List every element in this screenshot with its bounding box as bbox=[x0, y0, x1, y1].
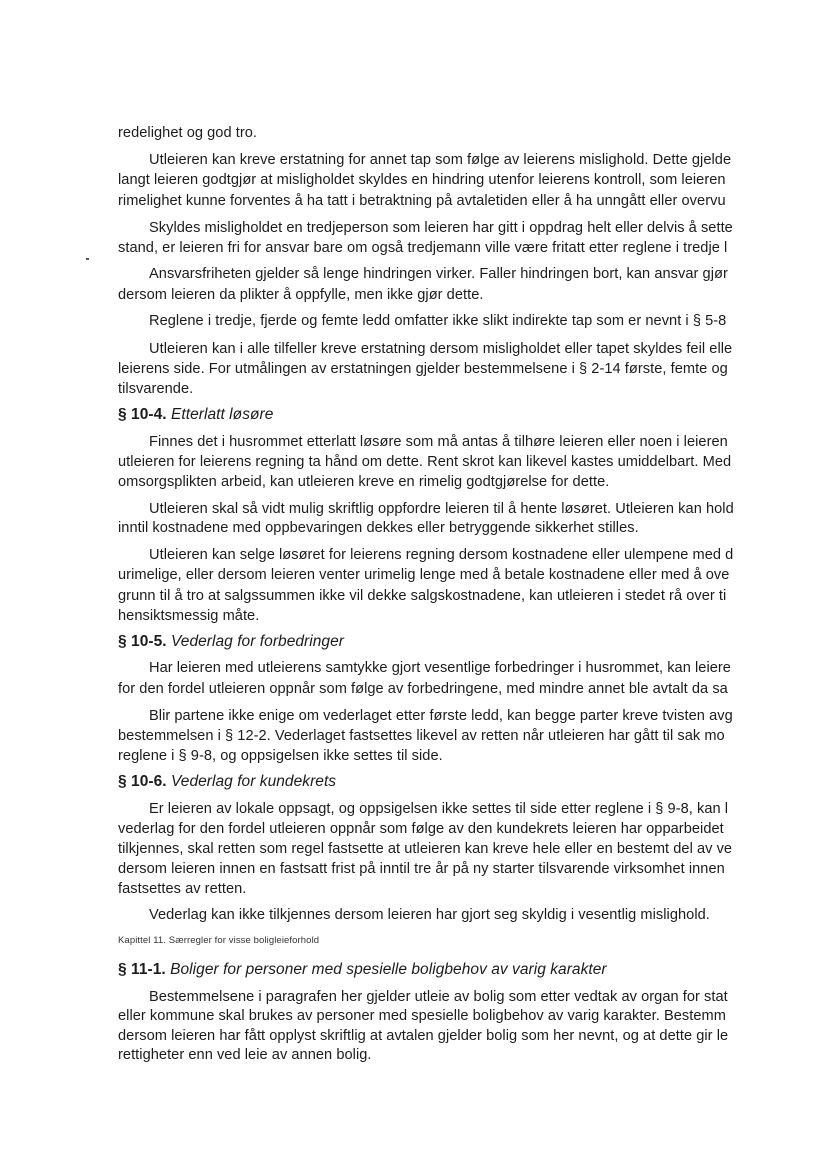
text-line: omsorgsplikten arbeid, kan utleieren kreve en rimelig godtgjørelse for dette. bbox=[118, 474, 610, 490]
text-line: Blir partene ikke enige om vederlaget etter første ledd, kan begge parter kreve tvisten avg bbox=[149, 708, 733, 724]
text-line: Vederlag kan ikke tilkjennes dersom leieren har gjort seg skyldig i vesentlig mislighold. bbox=[149, 907, 710, 923]
text-line: eller kommune skal brukes av personer med spesielle boligbehov av varig karakter. Bestemm bbox=[118, 1008, 726, 1024]
text-line: Finnes det i husrommet etterlatt løsøre som må antas å tilhøre leieren eller noen i leieren bbox=[149, 434, 728, 450]
section-number: § 11-1. bbox=[118, 961, 166, 978]
text-line: langt leieren godtgjør at misligholdet skyldes en hindring utenfor leierens kontroll, som leieren bbox=[118, 172, 726, 188]
section-number: § 10-5. bbox=[118, 633, 167, 650]
text-line: tilkjennes, skal retten som regel fastsette at utleieren kan kreve hele eller en bestemt del av ve bbox=[118, 841, 733, 857]
section-heading bbox=[118, 960, 607, 979]
text-line: grunn til å tro at salgssummen ikke vil dekke salgskostnadene, kan utleieren i stedet rå over ti bbox=[118, 588, 727, 604]
text-line: Utleieren kan selge løsøret for leierens regning dersom kostnadene eller ulempene med d bbox=[149, 547, 734, 563]
section-heading bbox=[118, 632, 344, 651]
text-line: Har leieren med utleierens samtykke gjort vesentlige forbedringer i husrommet, kan leiere bbox=[149, 660, 731, 676]
text-line: tilsvarende. bbox=[118, 381, 194, 397]
section-number: § 10-6. bbox=[118, 773, 167, 790]
text-line: stand, er leieren fri for ansvar bare om også tredjemann ville være fritatt etter reglene i tredje l bbox=[118, 240, 728, 256]
text-line: Skyldes misligholdet en tredjeperson som leieren har gitt i oppdrag helt eller delvis å sette bbox=[149, 220, 733, 236]
margin-mark bbox=[86, 258, 89, 260]
text-line: hensiktsmessig måte. bbox=[118, 608, 260, 624]
section-number: § 10-4. bbox=[118, 406, 167, 423]
section-heading bbox=[118, 772, 336, 791]
text-line: Ansvarsfriheten gjelder så lenge hindringen virker. Faller hindringen bort, kan ansvar gjør bbox=[149, 266, 728, 282]
text-line: redelighet og god tro. bbox=[118, 125, 258, 141]
text-line: rimelighet kunne forventes å ha tatt i betraktning på avtaletiden eller å ha unngått eller overvu bbox=[118, 193, 726, 209]
section-title: Vederlag for forbedringer bbox=[170, 633, 344, 650]
text-line: utleieren for leierens regning ta hånd om dette. Rent skrot kan likevel kastes umiddelbart. Med bbox=[118, 454, 732, 470]
text-line: rettigheter enn ved leie av annen bolig. bbox=[118, 1047, 372, 1063]
text-line: urimelige, eller dersom leieren venter urimelig lenge med å betale kostnadene eller med å ove bbox=[118, 567, 730, 583]
text-line: Reglene i tredje, fjerde og femte ledd omfatter ikke slikt indirekte tap som er nevnt i § 5-8 bbox=[149, 313, 727, 329]
text-line: reglene i § 9-8, og oppsigelsen ikke settes til side. bbox=[118, 748, 443, 764]
text-line: inntil kostnadene med oppbevaringen dekkes eller betryggende sikkerhet stilles. bbox=[118, 520, 639, 536]
text-line: leierens side. For utmålingen av erstatningen gjelder bestemmelsene i § 2-14 første, femte og bbox=[118, 361, 728, 377]
text-line: dersom leieren har fått opplyst skriftlig at avtalen gjelder bolig som her nevnt, og at dette gir le bbox=[118, 1028, 729, 1044]
text-line: Utleieren kan kreve erstatning for annet tap som følge av leierens mislighold. Dette gjelde bbox=[149, 152, 732, 168]
section-heading bbox=[118, 405, 273, 424]
text-line: fastsettes av retten. bbox=[118, 881, 247, 897]
text-line: Utleieren skal så vidt mulig skriftlig oppfordre leieren til å hente løsøret. Utleieren kan hold bbox=[149, 501, 734, 517]
text-line: Bestemmelsene i paragrafen her gjelder utleie av bolig som etter vedtak av organ for stat bbox=[149, 989, 728, 1005]
section-title: Vederlag for kundekrets bbox=[170, 773, 337, 790]
section-title: Boliger for personer med spesielle boligbehov av varig karakter bbox=[170, 961, 607, 978]
text-line: Er leieren av lokale oppsagt, og oppsigelsen ikke settes til side etter reglene i § 9-8, kan l bbox=[149, 801, 729, 817]
chapter-label: Kapittel 11. Særregler for visse boligleieforhold bbox=[118, 935, 320, 946]
text-line: dersom leieren innen en fastsatt frist på inntil tre år på ny starter tilsvarende virksomhet innen bbox=[118, 861, 725, 877]
text-line: for den fordel utleieren oppnår som følge av forbedringene, med mindre annet ble avtalt da sa bbox=[118, 681, 728, 697]
text-line: Utleieren kan i alle tilfeller kreve erstatning dersom misligholdet eller tapet skyldes feil elle bbox=[149, 341, 733, 357]
text-line: vederlag for den fordel utleieren oppnår som følge av den kundekrets leieren har opparbeidet bbox=[118, 821, 724, 837]
text-line: bestemmelsen i § 12-2. Vederlaget fastsettes likevel av retten når utleieren har gått til sak mo bbox=[118, 728, 725, 744]
section-title: Etterlatt løsøre bbox=[170, 406, 274, 423]
text-line: dersom leieren da plikter å oppfylle, men ikke gjør dette. bbox=[118, 287, 484, 303]
